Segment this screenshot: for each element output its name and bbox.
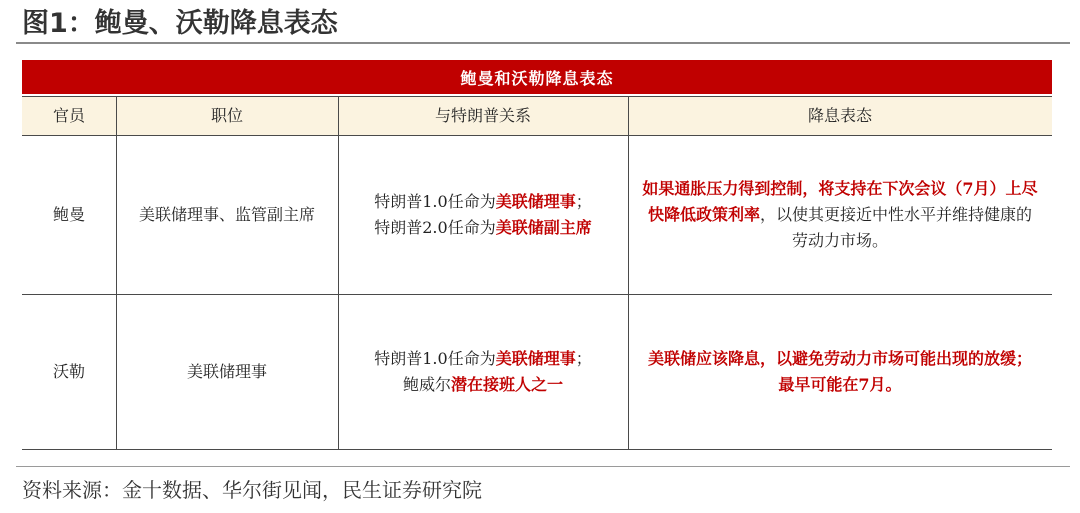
stance-highlight: 如果通胀压力得到控制，将支持在下次会议（7月）上尽快降低政策利率 bbox=[642, 179, 1038, 224]
stance-table bbox=[22, 60, 1052, 450]
table-row-position: 美联储理事、监管副主席 bbox=[138, 205, 315, 224]
header-position: 职位 bbox=[210, 106, 243, 125]
relation-text: 特朗普1.0任命为 bbox=[374, 192, 496, 211]
table-row-official: 鲍曼 bbox=[52, 205, 85, 224]
table-row-position: 美联储理事 bbox=[186, 362, 267, 381]
title-divider bbox=[16, 42, 1070, 44]
header-official: 官员 bbox=[52, 106, 85, 125]
table-bottom-border bbox=[22, 449, 1052, 450]
relation-highlight: 潜在接班人之一 bbox=[450, 375, 563, 394]
table-row-stance bbox=[628, 136, 1052, 294]
relation-highlight: 美联储理事 bbox=[495, 349, 576, 368]
header-relation: 与特朗普关系 bbox=[434, 106, 531, 125]
table-header-row bbox=[22, 96, 1052, 136]
relation-text: ； bbox=[575, 349, 592, 368]
table-row-relation bbox=[338, 136, 628, 294]
relation-text: 特朗普2.0任命为 bbox=[374, 218, 496, 237]
table-row-relation bbox=[338, 295, 628, 449]
table-banner: 鲍曼和沃勒降息表态 bbox=[22, 60, 1052, 94]
source-note: 资料来源：金十数据、华尔街见闻，民生证券研究院 bbox=[22, 478, 482, 502]
stance-text: ，以使其更接近中性水平并维持健康的劳动力市场。 bbox=[760, 205, 1033, 250]
figure-title: 图1：鲍曼、沃勒降息表态 bbox=[22, 8, 338, 39]
relation-text: ； bbox=[575, 192, 592, 211]
relation-highlight: 美联储理事 bbox=[495, 192, 576, 211]
relation-text: 鲍威尔 bbox=[402, 375, 451, 394]
relation-text: 特朗普1.0任命为 bbox=[374, 349, 496, 368]
stance-highlight: 美联储应该降息，以避免劳动力市场可能出现的放缓；最早可能在7月。 bbox=[647, 349, 1032, 394]
source-divider bbox=[16, 466, 1070, 467]
table-row-official: 沃勒 bbox=[52, 362, 85, 381]
relation-highlight: 美联储副主席 bbox=[495, 218, 592, 237]
table-row-stance bbox=[628, 295, 1052, 449]
header-stance: 降息表态 bbox=[807, 106, 872, 125]
